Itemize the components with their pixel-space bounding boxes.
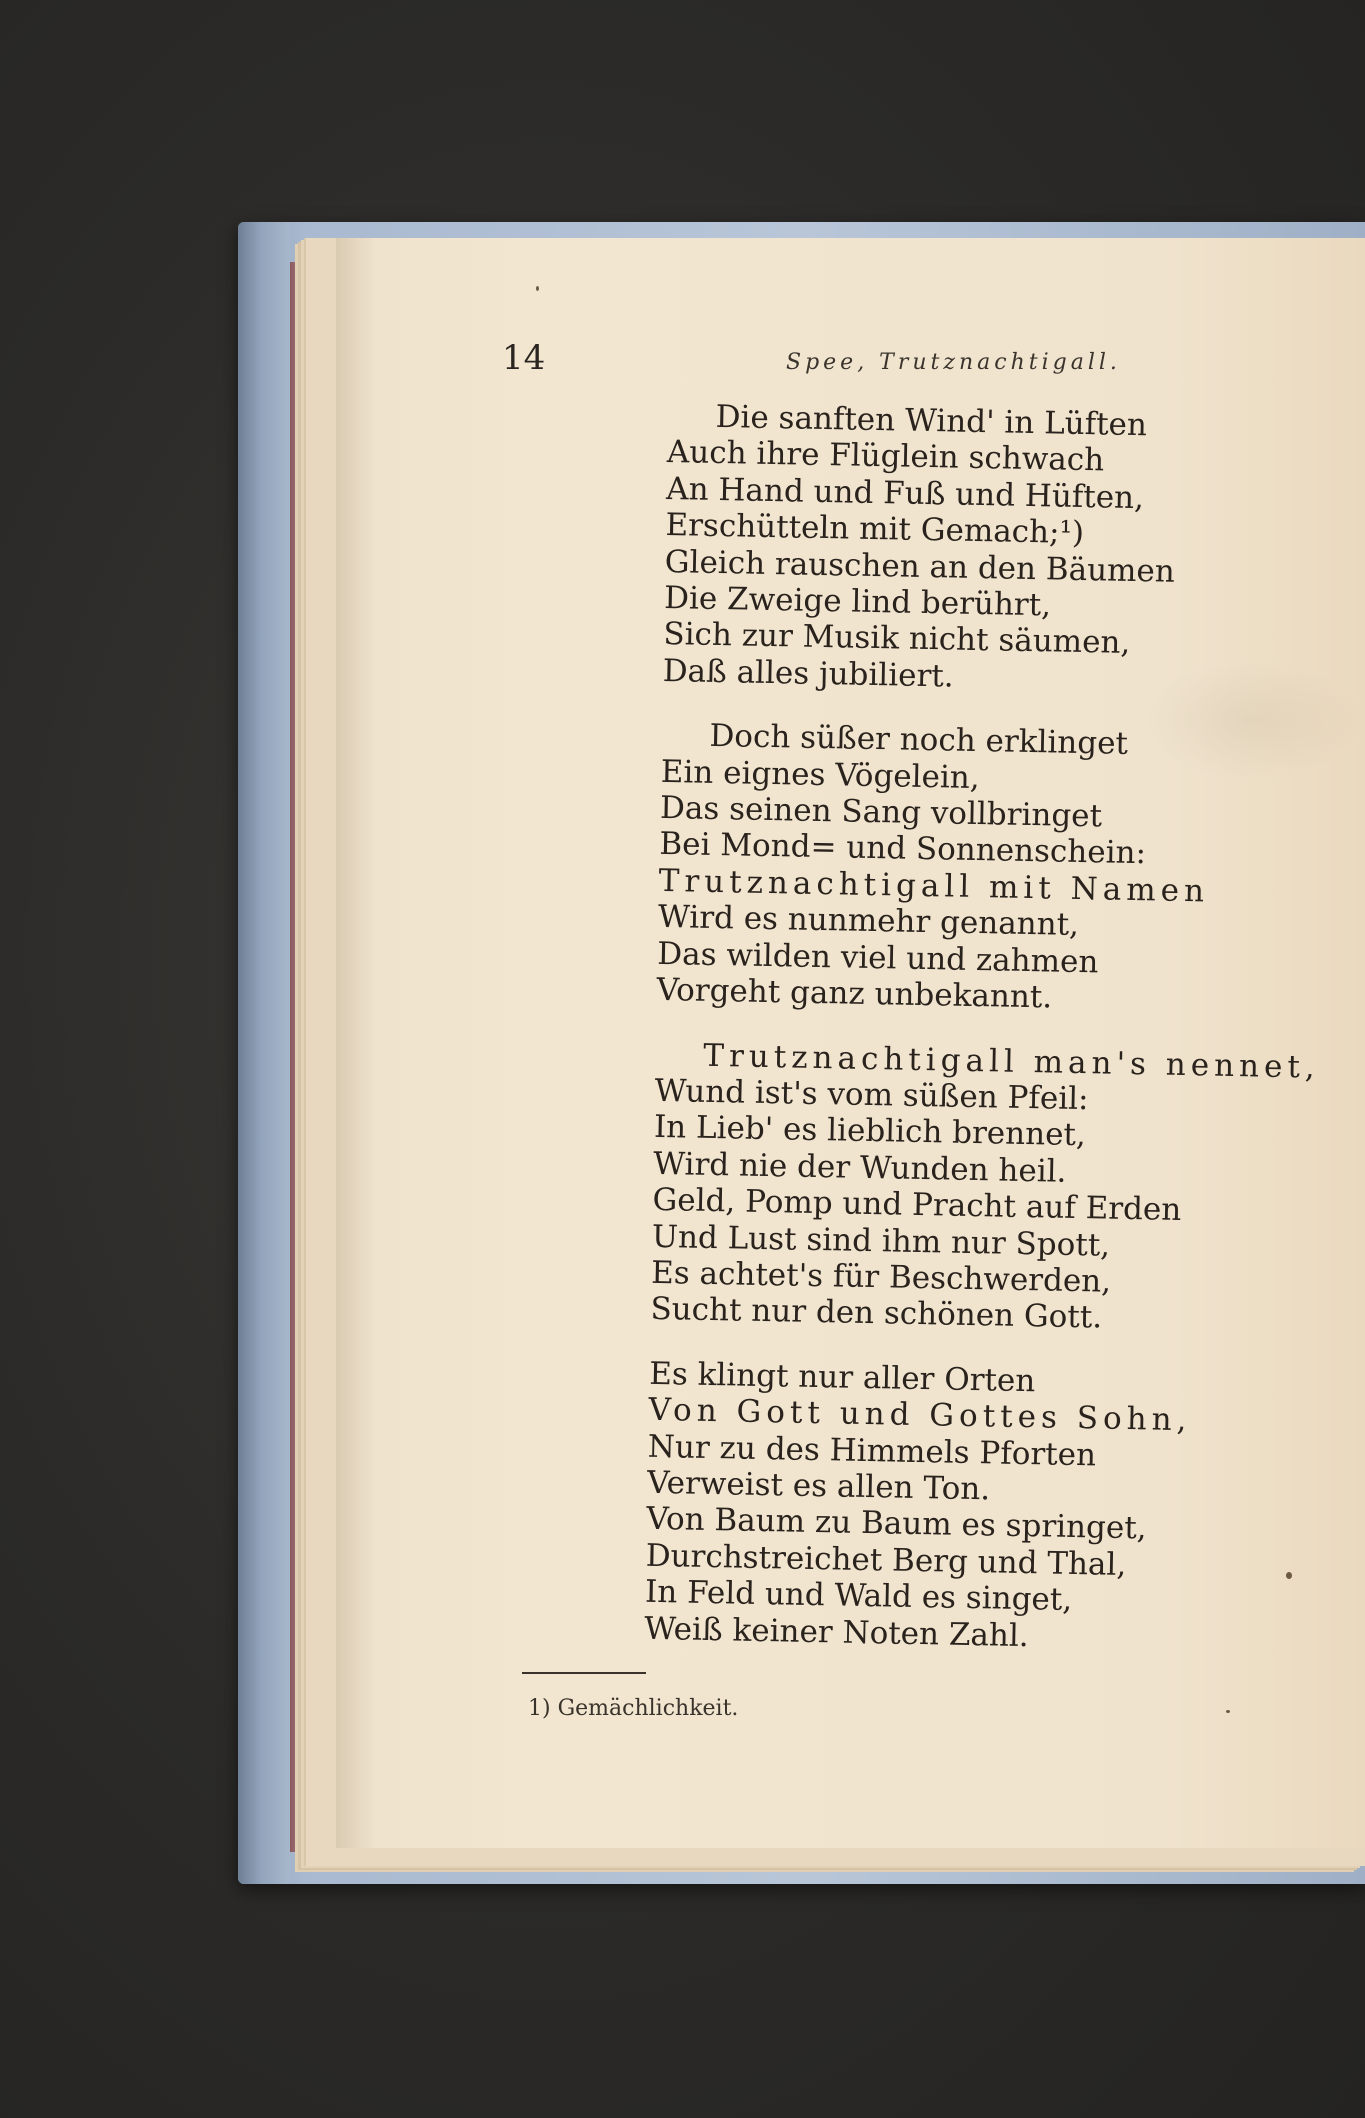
poem-line: Auch ihre Flüglein schwach <box>666 434 1105 479</box>
stanza-4 <box>644 1356 1209 1658</box>
poem-line: Und Lust sind ihm nur Spott, <box>651 1218 1111 1264</box>
poem-line: Verweist es allen Ton. <box>646 1464 991 1508</box>
stanza-1 <box>662 398 1227 700</box>
poem-line: Erschütteln mit Gemach;¹) <box>665 507 1085 552</box>
poem-line: Wird es nunmehr genannt, <box>657 899 1080 944</box>
stanza-3 <box>650 1036 1321 1338</box>
poem-line: Daß alles jubiliert. <box>662 652 955 695</box>
page-number: 14 <box>502 338 546 378</box>
poem-line: Bei Mond= und Sonnenschein: <box>659 826 1147 872</box>
poem-line: Sucht nur den schönen Gott. <box>650 1291 1103 1336</box>
poem-line: Trutznachtigall man's nennet, <box>703 1037 1321 1086</box>
poem-line: Trutznachtigall mit Namen <box>658 862 1210 910</box>
poem-line: Das wilden viel und zahmen <box>656 935 1099 981</box>
poem-line: Von Baum zu Baum es springet, <box>646 1501 1147 1547</box>
poem-line: Sich zur Musik nicht säumen, <box>663 616 1131 662</box>
poem-line: Die sanften Wind' in Lüften <box>715 398 1148 444</box>
poem-line: Geld, Pomp und Pracht auf Erden <box>652 1181 1182 1229</box>
poem-line: Weiß keiner Noten Zahl. <box>644 1610 1030 1654</box>
footnote: 1) Gemächlichkeit. <box>528 1696 739 1721</box>
paper-speck <box>1226 1710 1230 1713</box>
poem-line: Es klingt nur aller Orten <box>648 1355 1036 1399</box>
paper-speck <box>1286 1572 1292 1579</box>
poem-line: Vorgeht ganz unbekannt. <box>656 971 1053 1016</box>
poem-line: In Lieb' es lieblich brennet, <box>653 1109 1087 1154</box>
poem-line: Nur zu des Himmels Pforten <box>647 1428 1097 1473</box>
book-spine <box>238 222 290 1884</box>
footnote-rule <box>522 1672 646 1674</box>
poem-line: Doch süßer noch erklinget <box>709 718 1129 763</box>
poem-body <box>643 398 1321 1686</box>
poem-line: Ein eignes Vögelein, <box>660 753 981 796</box>
poem-line: In Feld und Wald es singet, <box>644 1573 1073 1619</box>
poem-line: Durchstreichet Berg und Thal, <box>645 1537 1127 1583</box>
poem-line: Gleich rauschen an den Bäumen <box>664 543 1176 590</box>
paper-speck <box>536 286 539 291</box>
poem-line: Wund ist's vom süßen Pfeil: <box>654 1072 1089 1118</box>
stanza-2 <box>656 717 1221 1019</box>
poem-line: An Hand und Fuß und Hüften, <box>665 470 1145 516</box>
poem-line: Wird nie der Wunden heil. <box>652 1145 1067 1190</box>
poem-line: Das seinen Sang vollbringet <box>659 789 1103 835</box>
poem-line: Von Gott und Gottes Sohn, <box>648 1391 1192 1439</box>
gutter-shadow <box>336 238 376 1848</box>
running-head: Spee, Trutznachtigall. <box>786 350 1121 375</box>
poem-line: Die Zweige lind berührt, <box>663 579 1052 624</box>
poem-line: Es achtet's für Beschwerden, <box>650 1254 1112 1300</box>
